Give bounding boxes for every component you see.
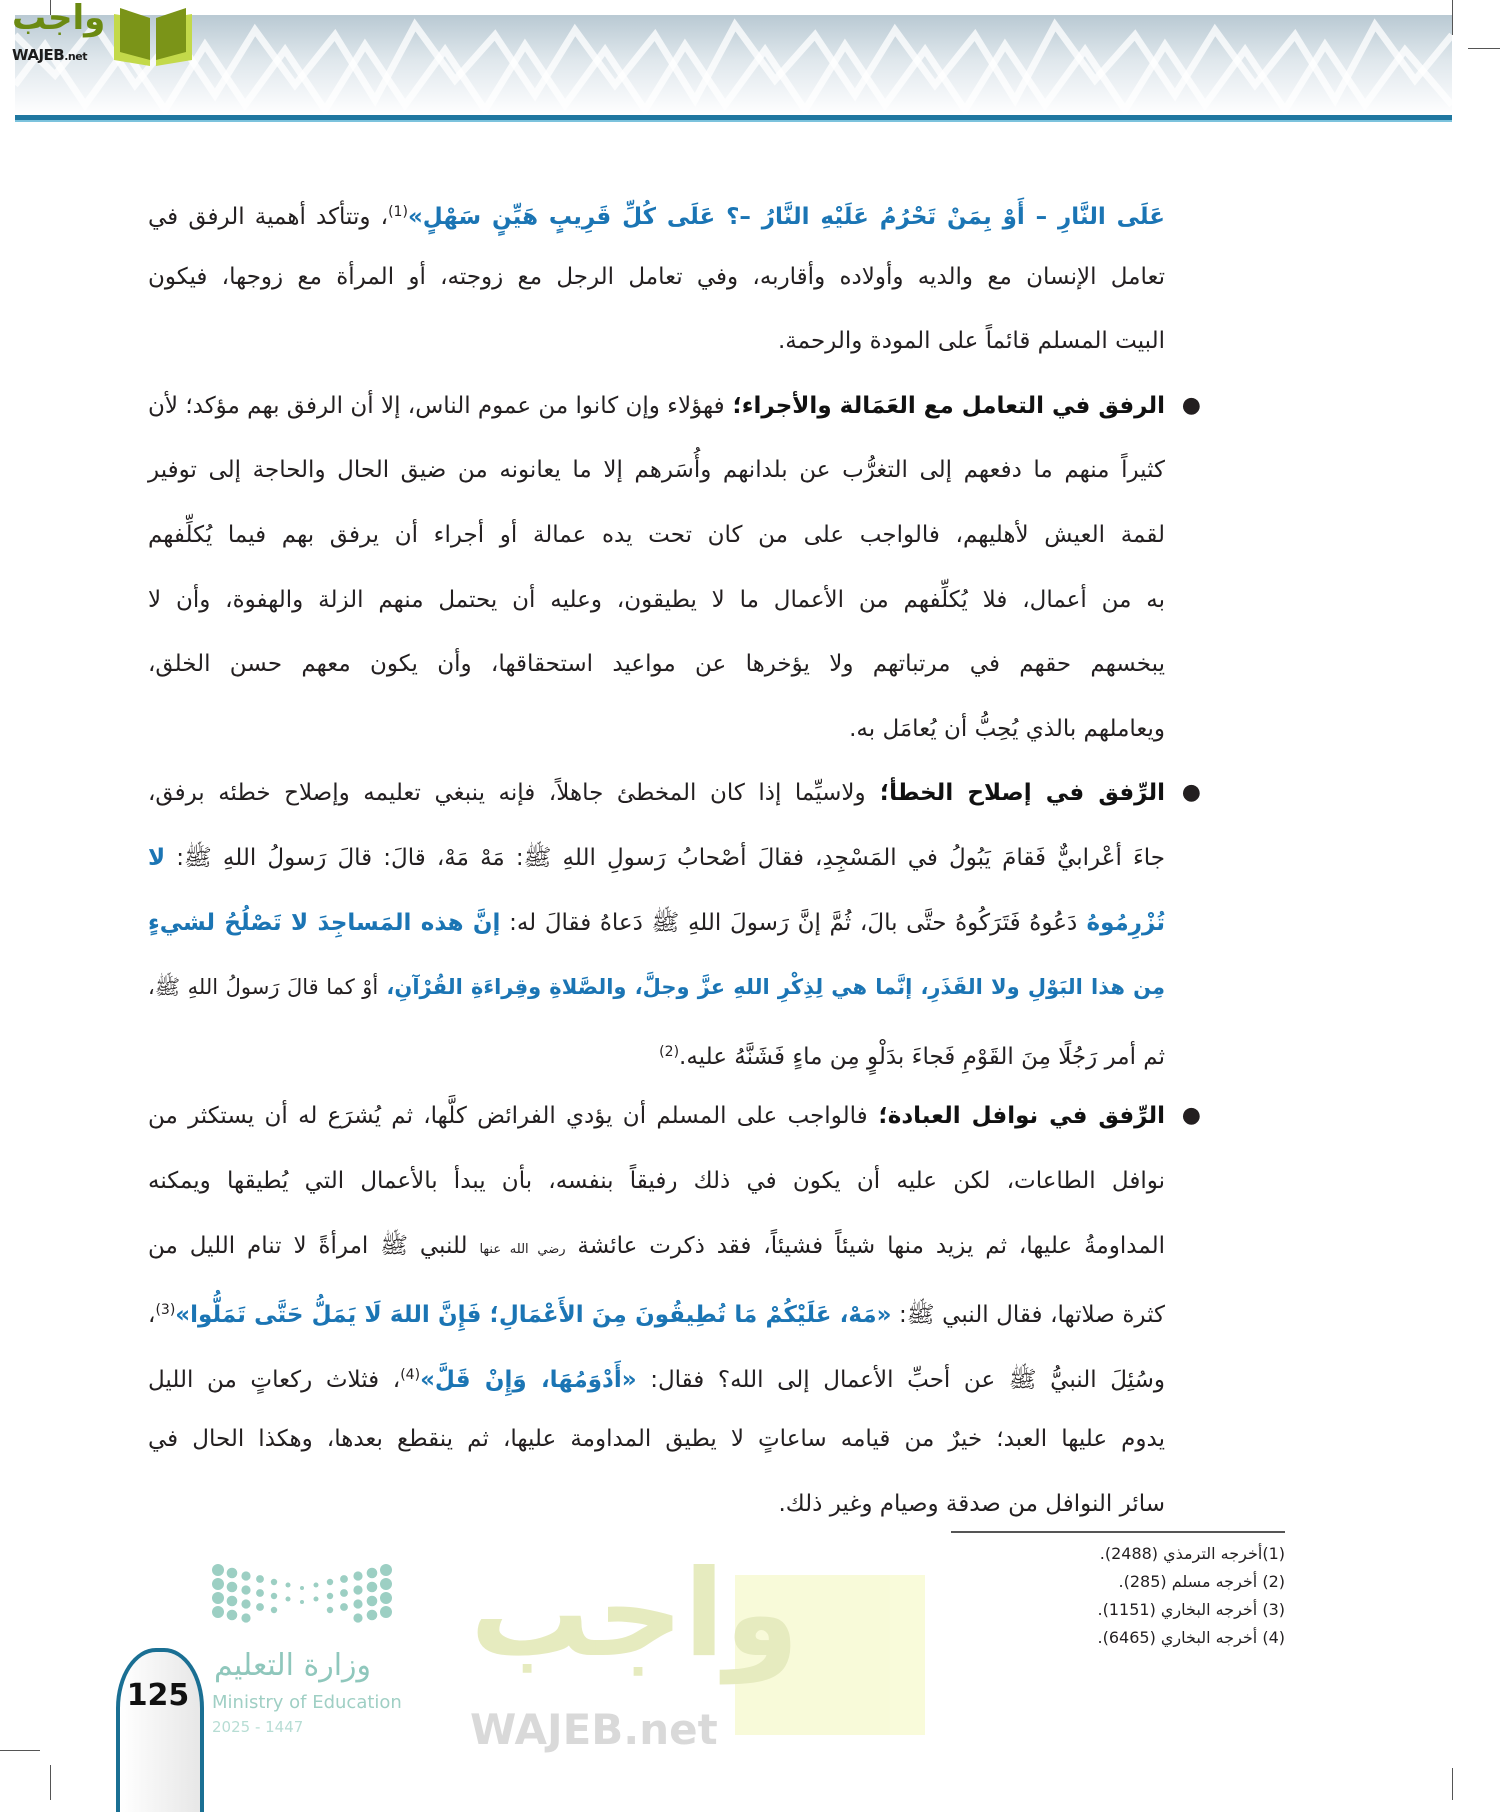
paragraph [148, 761, 1201, 1084]
emblem-dot [227, 1582, 238, 1593]
emblem-dot [353, 1571, 362, 1580]
footnotes [951, 1540, 1285, 1652]
text-run: يبخسهم حقهم في مرتباتهم ولا يؤخرها عن مواعيد استحقاقها، وأن يكون معهم حسن الخلق، [148, 651, 1165, 678]
emblem-dot [256, 1603, 264, 1611]
footnote-divider [951, 1531, 1285, 1533]
bullet-icon: ● [1181, 392, 1201, 418]
text-line [148, 891, 1165, 956]
emblem-dot [256, 1575, 264, 1583]
emblem-dot [353, 1613, 362, 1622]
text-run: كثيراً منهم ما دفعهم إلى التغرُّب عن بلدانهم وأُسَرهم إلا ما يعانونه من ضيق الحال والحاجة إلى توفير [148, 457, 1165, 484]
hadith-quote: لا [148, 844, 166, 871]
bullet-heading: الرِّفق في إصلاح الخطأ؛ [865, 780, 1165, 807]
text-run: للنبي ﷺ امرأةً لا تنام الليل من [148, 1232, 480, 1259]
page-number-arch [116, 1648, 204, 1812]
text-line [148, 180, 1165, 245]
text-line [148, 309, 1165, 374]
emblem-dot [271, 1607, 277, 1613]
text-run: ويعاملهم بالذي يُحِبُّ أن يُعامَل به. [849, 715, 1165, 742]
emblem-dot [300, 1586, 304, 1590]
wajeb-logo [8, 0, 198, 68]
text-line [148, 632, 1165, 697]
emblem-dot [241, 1613, 250, 1622]
text-run: ، فثلاث ركعاتٍ من الليل [148, 1366, 401, 1393]
emblem-dot [340, 1603, 348, 1611]
text-line [148, 245, 1165, 310]
logo-latin-name: WAJEB [12, 46, 65, 64]
ministry-name-arabic: وزارة التعليم [214, 1648, 372, 1683]
text-line [148, 1407, 1165, 1472]
watermark-arabic: واجب [470, 1545, 800, 1684]
emblem-dot [380, 1564, 392, 1576]
logo-tld: .net [64, 50, 87, 63]
emblem-dot [241, 1599, 250, 1608]
text-line [148, 761, 1165, 826]
text-run: المداومةُ عليها، ثم يزيد منها شيئاً فشيئاً، فقد ذكرت عائشة [565, 1232, 1165, 1259]
emblem-dot [256, 1589, 264, 1597]
hadith-quote: مِن هذا البَوْلِ ولا القَذَرِ، إنَّما هي لِذِكْرِ اللهِ عزَّ وجلَّ، والصَّلاةِ وقِراءَةِ القُرْآنِ، [378, 975, 1165, 1000]
text-run: نوافل الطاعات، لكن عليه أن يكون في ذلك رفيقاً بنفسه، بأن يبدأ بالأعمال التي يُطيقها ويمكنه [148, 1167, 1165, 1194]
watermark-book-icon [735, 1575, 925, 1735]
emblem-dot [367, 1582, 378, 1593]
footnote: (3) أخرجه البخاري (1151). [1097, 1600, 1285, 1619]
crop-mark [50, 1765, 51, 1800]
text-run: به من أعمال، فلا يُكلِّفهم من الأعمال ما لا يطيقون، وعليه أن يحتمل منهم الزلة والهفوة، وأن لا [148, 586, 1165, 613]
crop-mark [0, 1750, 40, 1751]
text-line [148, 826, 1165, 891]
emblem-dot [367, 1568, 378, 1579]
text-run: رضي الله عنها [479, 1241, 566, 1257]
emblem-dot [314, 1583, 319, 1588]
text-line [148, 955, 1165, 1020]
watermark-logo [470, 1545, 930, 1765]
logo-latin [12, 46, 87, 64]
emblem-dot [241, 1571, 250, 1580]
emblem-dot [227, 1596, 238, 1607]
text-run: دَعُوهُ فَتَرَكُوهُ حتَّى بالَ، ثُمَّ إنَّ رَسولَ اللهِ ﷺ دَعاهُ فقالَ له: [500, 909, 1078, 936]
text-run: فالواجب على المسلم أن يؤدي الفرائض كلَّها، ثم يُشرَع له أن يستكثر من [148, 1103, 868, 1130]
text-line [148, 1343, 1165, 1408]
text-run: تعامل الإنسان مع والديه وأولاده وأقاربه، وفي تعامل الرجل مع زوجته، أو المرأة مع زوجها، فيكون [148, 263, 1165, 290]
emblem-dot [314, 1597, 319, 1602]
ministry-logo [210, 1560, 450, 1750]
emblem-dot [212, 1606, 224, 1618]
emblem-dot [353, 1585, 362, 1594]
footnote-ref: (1) [388, 204, 408, 220]
emblem-dot [380, 1606, 392, 1618]
footnote-ref: (2) [659, 1043, 680, 1060]
text-run: يدوم عليها العبد؛ خيرٌ من قيامه ساعاتٍ لا يطيق المداومة عليها، ثم ينقطع بعدها، وهكذا الحال في [148, 1426, 1165, 1453]
text-run: ، [148, 1302, 156, 1329]
text-run: ، وتتأكد أهمية الرفق في [148, 204, 389, 230]
emblem-dot [327, 1607, 333, 1613]
logo-arabic: واجب [12, 0, 106, 38]
hadith-quote: إنَّ هذه المَساجِدَ لا تَصْلُحُ لشيءٍ [148, 909, 501, 936]
text-line [148, 697, 1165, 762]
emblem-dot [380, 1592, 392, 1604]
ministry-dots-emblem [210, 1560, 400, 1640]
footnote: (1)أخرجه الترمذي (2488). [1099, 1544, 1285, 1563]
text-line [148, 1278, 1165, 1343]
emblem-dot [212, 1592, 224, 1604]
emblem-dot [212, 1564, 224, 1576]
text-line [148, 1472, 1165, 1537]
crop-mark [1452, 1768, 1453, 1800]
bullet-heading: الرفق في التعامل مع العَمَالة والأجراء؛ [724, 392, 1165, 419]
emblem-dot [367, 1596, 378, 1607]
crop-mark [1468, 48, 1500, 49]
emblem-dot [227, 1610, 238, 1621]
footnote-ref: (4) [400, 1366, 421, 1383]
text-line [148, 1084, 1165, 1149]
text-run: جاءَ أعْرابيٌّ فَقامَ يَبُولُ في المَسْجِدِ، فقالَ أصْحابُ رَسولِ اللهِ ﷺ: مَهْ مَهْ، قالَ: قالَ رَسولُ اللهِ ﷺ: [165, 844, 1165, 871]
text-run: لقمة العيش لأهليهم، فالواجب على من كان تحت يده عمالة أو أجراء أن يرفق بهم فيما يُكلِّفهم [148, 521, 1165, 548]
emblem-dot [241, 1585, 250, 1594]
emblem-dot [227, 1568, 238, 1579]
emblem-dot [353, 1599, 362, 1608]
body-text [148, 180, 1201, 1536]
paragraph [148, 374, 1201, 762]
text-run: سائر النوافل من صدقة وصيام وغير ذلك. [778, 1490, 1165, 1517]
footnote: (4) أخرجه البخاري (6465). [1097, 1628, 1285, 1647]
text-line [148, 1020, 1165, 1085]
emblem-dot [327, 1593, 333, 1599]
text-run: أوْ كما قالَ رَسولُ اللهِ ﷺ، [148, 975, 379, 1000]
emblem-dot [212, 1578, 224, 1590]
watermark-latin: WAJEB.net [470, 1705, 718, 1754]
book-icon [110, 6, 196, 68]
footnote-ref: (3) [155, 1302, 176, 1319]
text-run: كثرة صلاتها، فقال النبي ﷺ: [891, 1302, 1165, 1329]
bullet-heading: الرِّفق في نوافل العبادة؛ [867, 1103, 1165, 1130]
text-run: فهؤلاء وإن كانوا من عموم الناس، إلا أن الرفق بهم مؤكد؛ لأن [148, 392, 725, 419]
paragraph [148, 180, 1165, 374]
emblem-dot [271, 1579, 277, 1585]
hadith-quote: عَلَى النَّارِ – أَوْ بِمَنْ تَحْرُمُ عَلَيْهِ النَّارُ –؟ عَلَى كُلِّ قَرِيبٍ هَيِّنٍ سَهْلٍ» [407, 204, 1165, 230]
emblem-dot [300, 1600, 304, 1604]
emblem-dot [340, 1575, 348, 1583]
edition-year: 2025 - 1447 [212, 1718, 304, 1736]
hadith-quote: «أَدْوَمُهَا، وَإِنْ قَلَّ» [420, 1366, 637, 1393]
text-line [148, 568, 1165, 633]
hadith-quote: تُزْرِمُوهُ [1077, 909, 1165, 936]
crop-mark [1452, 0, 1453, 35]
bullet-icon: ● [1181, 1103, 1201, 1129]
header-rule [15, 115, 1452, 122]
text-run: البيت المسلم قائماً على المودة والرحمة. [778, 328, 1165, 355]
emblem-dot [286, 1597, 291, 1602]
hadith-quote: «مَهْ، عَلَيْكُمْ مَا تُطِيقُونَ مِنَ الأَعْمَالِ؛ فَإِنَّ اللهَ لَا يَمَلُّ حَتَّى تَمَلُّوا» [175, 1302, 892, 1329]
emblem-dot [380, 1578, 392, 1590]
emblem-dot [271, 1593, 277, 1599]
footnote: (2) أخرجه مسلم (285). [1118, 1572, 1285, 1591]
emblem-dot [286, 1583, 291, 1588]
text-line [148, 438, 1165, 503]
emblem-dot [327, 1579, 333, 1585]
text-line [148, 503, 1165, 568]
header-ornament-band [15, 15, 1452, 115]
arabesque-pattern [15, 15, 1452, 115]
text-line [148, 374, 1165, 439]
emblem-dot [340, 1589, 348, 1597]
text-run: وسُئِلَ النبيُّ ﷺ عن أحبِّ الأعمال إلى الله؟ فقال: [636, 1366, 1165, 1393]
ministry-name-english: Ministry of Education [212, 1692, 402, 1713]
text-run: ولاسيِّما إذا كان المخطئ جاهلاً، فإنه ينبغي تعليمه وإصلاح خطئه برفق، [148, 780, 866, 807]
page-number: 125 [126, 1678, 190, 1713]
text-line [148, 1149, 1165, 1214]
bullet-icon: ● [1181, 780, 1201, 806]
emblem-dot [367, 1610, 378, 1621]
paragraph [148, 1084, 1201, 1536]
text-line [148, 1214, 1165, 1279]
text-run: ثم أمر رَجُلًا مِنَ القَوْمِ فَجاءَ بدَلْوٍ مِن ماءٍ فَشَنَّهُ عليه. [679, 1043, 1165, 1070]
